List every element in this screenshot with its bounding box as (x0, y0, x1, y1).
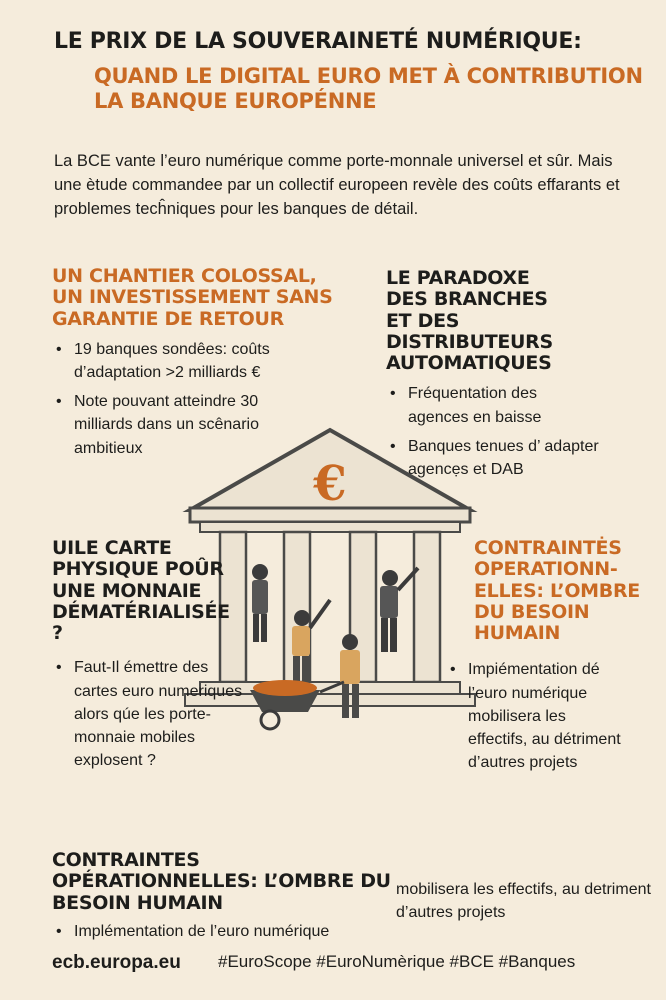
title-line-1: LE PRIX DE LA SOUVERAINETÉ NUMÉRIQUE: (54, 29, 582, 54)
section-operational-right (468, 537, 654, 780)
worker-figure (380, 568, 418, 652)
section-physical-card-list (52, 656, 242, 772)
section-operational-right-list (446, 658, 654, 774)
list-item: • Note pouvant atteindre 30 milliards dans un scênario ambitieux (52, 390, 274, 460)
architrave (200, 522, 460, 532)
section-operational-bottom-title: CONTRAINTES OPÉRATIONNELLES: L’OMBRE DU BESOIN HUMAIN (52, 849, 391, 914)
section-branches-title: LE PARADOXE DES BRANCHES ET DES DISTRIBUTEURS AUTOMATIQUES (386, 267, 553, 375)
section-operational-bottom-extra: mobilisera les effectifs, au detriment d’autres projets (396, 881, 651, 922)
footer-domain: ecb.europa.eu (52, 952, 181, 973)
footer-hashtags: #EuroScope #EuroNumèrique #BCE #Banques (218, 952, 576, 971)
intro-paragraph: La BCE vante l’euro numérique comme porte-monnale universel et sûr. Mais une ètude commandee par un collectif europeen revèle des coûts effarants et problemes tecĥniques pour les banques de détail. (54, 152, 620, 218)
list-item: • Banques tenues d’ adapter agencẹs et DAB (386, 435, 648, 481)
section-investment-title: UN CHANTIER COLOSSAL, UN INVESTISSEMENT SANS GARANTIE DE RETOUR (52, 265, 333, 330)
section-physical-card (52, 538, 242, 778)
section-operational-right-title: CONTRAINTĖS OPERATIONN-ELLES: L’OMBRE DU BESOIN HUMAIN (474, 537, 640, 645)
list-item: • Faut-Il émettre des cartes euro numeriques alors qúe les porte-monnaie mobiles explosent ? (52, 656, 254, 772)
title-line-2: QUAND LE DIGITAL EURO MET À CONTRIBUTION LA BANQUE EUROPÉNNE (94, 64, 643, 114)
list-item: • Impiémentation dé l’euro numérique mobilisera les effectifs, au détriment d’autres projets (446, 658, 628, 774)
section-operational-bottom-list (52, 920, 412, 943)
list-item: • Fréquentation des agences en baisse (386, 382, 578, 428)
column (414, 532, 440, 682)
section-operational-bottom (52, 850, 412, 949)
list-item: • Implémentation de l’euro numérique (52, 920, 412, 943)
worker-figure (252, 564, 268, 642)
list-item: • 19 banques sondêes: coûts d’adaptation >2 milliards € (52, 338, 324, 384)
euro-icon: € (313, 456, 347, 512)
section-physical-card-title: UILE CARTE PHYSIQUE POÛR UNE MONNAIE DÉMATÉRIALISÉE ? (52, 537, 230, 645)
